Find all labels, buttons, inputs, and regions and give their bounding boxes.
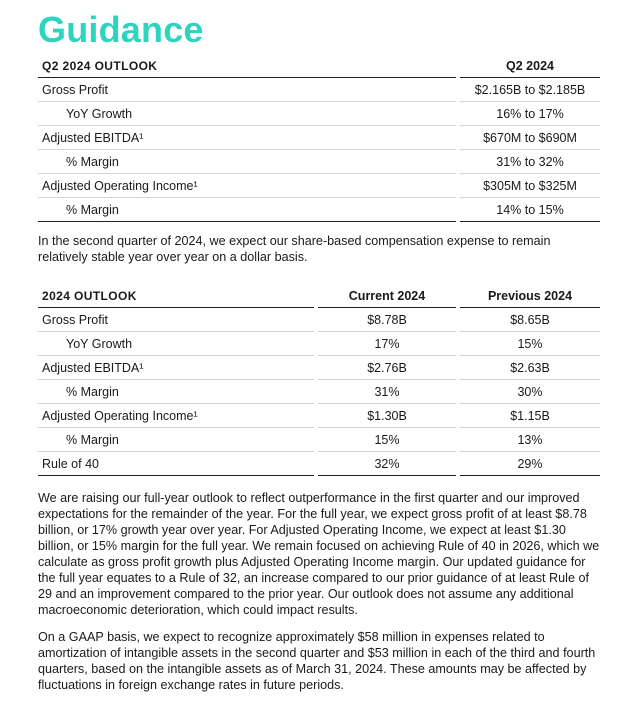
row-current: 31% [316,380,458,404]
row-label: Gross Profit [38,308,316,332]
table-row [38,174,600,198]
table-row [38,150,600,174]
row-value: 16% to 17% [458,102,600,126]
row-current: 17% [316,332,458,356]
q2-outlook-header-col: Q2 2024 [458,55,600,78]
row-current: $1.30B [316,404,458,428]
row-label: Rule of 40 [38,452,316,476]
row-label: Adjusted Operating Income¹ [38,404,316,428]
row-label: Adjusted Operating Income¹ [38,174,458,198]
q2-note-paragraph: In the second quarter of 2024, we expect our share-based compensation expense to remain relatively stable year over year on a dollar basis. [38,234,551,264]
gaap-paragraph: On a GAAP basis, we expect to recognize approximately $58 million in expenses related to amortization of intangible assets in the second quarter and $53 million in each of the third and fourth quarters, based on the intangible assets as of March 31, 2024. These amounts may be affected by fluctuations in foreign exchange rates in future periods. [38,630,596,692]
row-label: YoY Growth [38,332,316,356]
page-title: Guidance [38,9,204,50]
fy-outlook-header-current: Current 2024 [316,285,458,308]
row-current: 32% [316,452,458,476]
table-row [38,78,600,102]
q2-outlook-header-label: Q2 2024 OUTLOOK [38,55,458,78]
row-current: $2.76B [316,356,458,380]
row-previous: $8.65B [458,308,600,332]
row-previous: 29% [458,452,600,476]
table-row [38,332,600,356]
table-row [38,102,600,126]
row-value: $305M to $325M [458,174,600,198]
table-header-row [38,285,600,308]
row-previous: $1.15B [458,404,600,428]
table-row [38,380,600,404]
table-row [38,452,600,476]
row-label: Adjusted EBITDA¹ [38,356,316,380]
row-current: 15% [316,428,458,452]
row-label: Adjusted EBITDA¹ [38,126,458,150]
row-value: 31% to 32% [458,150,600,174]
table-row [38,308,600,332]
table-row [38,198,600,222]
table-row [38,428,600,452]
row-previous: $2.63B [458,356,600,380]
row-label: % Margin [38,380,316,404]
row-previous: 15% [458,332,600,356]
row-previous: 30% [458,380,600,404]
row-label: % Margin [38,150,458,174]
row-label: % Margin [38,428,316,452]
row-value: 14% to 15% [458,198,600,222]
table-header-row [38,55,600,78]
row-label: Gross Profit [38,78,458,102]
row-value: $670M to $690M [458,126,600,150]
row-label: % Margin [38,198,458,222]
row-current: $8.78B [316,308,458,332]
fy-outlook-header-label: 2024 OUTLOOK [38,285,316,308]
row-previous: 13% [458,428,600,452]
q2-outlook-table [38,55,600,222]
fy-outlook-header-previous: Previous 2024 [458,285,600,308]
fy-outlook-table [38,285,600,476]
table-row [38,126,600,150]
row-value: $2.165B to $2.185B [458,78,600,102]
outlook-paragraph: We are raising our full-year outlook to reflect outperformance in the first quarter and our improved expectations for the remainder of the year. For the full year, we expect gross profit of at least $8.78 billion, or 17% growth year over year. For Adjusted Operating Income, we expect at least $1.30 billion, or 15% margin for the full year. We remain focused on achieving Rule of 40 in 2026, which we calculate as gross profit growth plus Adjusted Operating Income margin. Our updated guidance for the full year equates to a Rule of 32, an increase compared to our prior guidance of at least Rule of 29 and an improvement compared to the prior year. Our outlook does not assume any additional macroeconomic deterioration, which could impact results. [38,491,600,617]
row-label: YoY Growth [38,102,458,126]
table-row [38,404,600,428]
table-row [38,356,600,380]
